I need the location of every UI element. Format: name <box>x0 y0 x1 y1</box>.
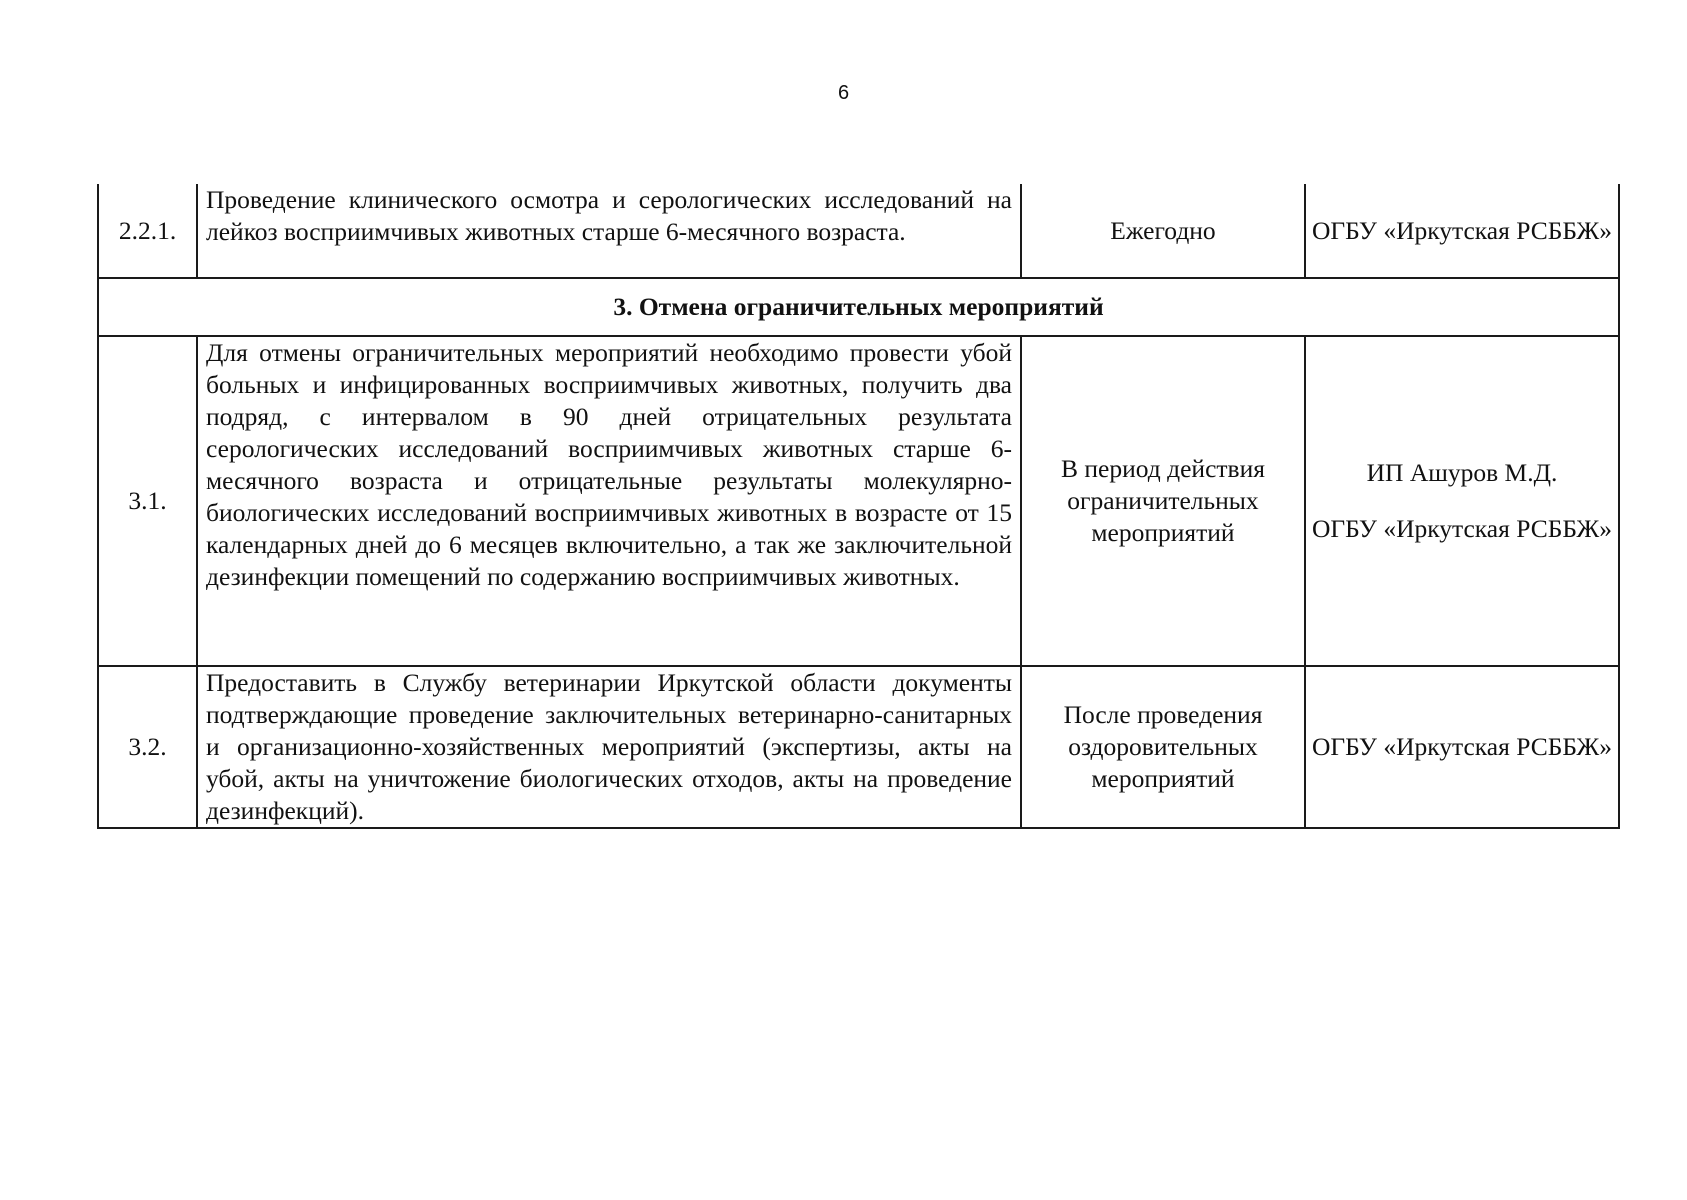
row-number: 3.1. <box>98 336 197 666</box>
table-row <box>98 184 1619 278</box>
responsible-cell <box>1305 336 1619 666</box>
responsible-org: ОГБУ «Иркутская РСББЖ» <box>1312 215 1612 245</box>
section-title: 3. Отмена ограничительных мероприятий <box>98 278 1619 336</box>
term-cell: После проведения оздоровительных мероприятий <box>1021 666 1305 828</box>
responsible-org: ОГБУ «Иркутская РСББЖ» <box>1312 514 1612 543</box>
term-cell: Ежегодно <box>1021 184 1305 278</box>
measure-text: Проведение клинического осмотра и серологических исследований на лейкоз восприимчивых животных старше 6-месячного возраста. <box>197 184 1021 278</box>
responsible-cell <box>1305 184 1619 278</box>
row-number: 2.2.1. <box>98 184 197 278</box>
responsible-org: ОГБУ «Иркутская РСББЖ» <box>1312 732 1612 761</box>
responsible-person: ИП Ашуров М.Д. <box>1366 458 1558 487</box>
row-number: 3.2. <box>98 666 197 828</box>
table-row <box>98 666 1619 828</box>
spacer <box>1306 489 1618 513</box>
section-header-row <box>98 278 1619 336</box>
page-number: 6 <box>837 82 850 104</box>
measure-text: Для отмены ограничительных мероприятий необходимо провести убой больных и инфицированных восприимчивых животных, получить два подряд, с интервалом в 90 дней отрицательных результата серологических исследований восприимчивых животных старше 6-месячного возраста и отрицательные результаты молекулярно-биологических исследований восприимчивых животных в возрасте от 15 календарных дней до 6 месяцев включительно, а так же заключительной дезинфекции помещений по содержанию восприимчивых животных. <box>197 336 1021 666</box>
measures-table <box>97 184 1620 829</box>
responsible-cell <box>1305 666 1619 828</box>
term-cell: В период действия ограничительных мероприятий <box>1021 336 1305 666</box>
table-row <box>98 336 1619 666</box>
measure-text: Предоставить в Службу ветеринарии Иркутской области документы подтверждающие проведение заключительных ветеринарно-санитарных и организационно-хозяйственных мероприятий (экспертизы, акты на убой, акты на уничтожение биологических отходов, акты на проведение дезинфекций). <box>197 666 1021 828</box>
